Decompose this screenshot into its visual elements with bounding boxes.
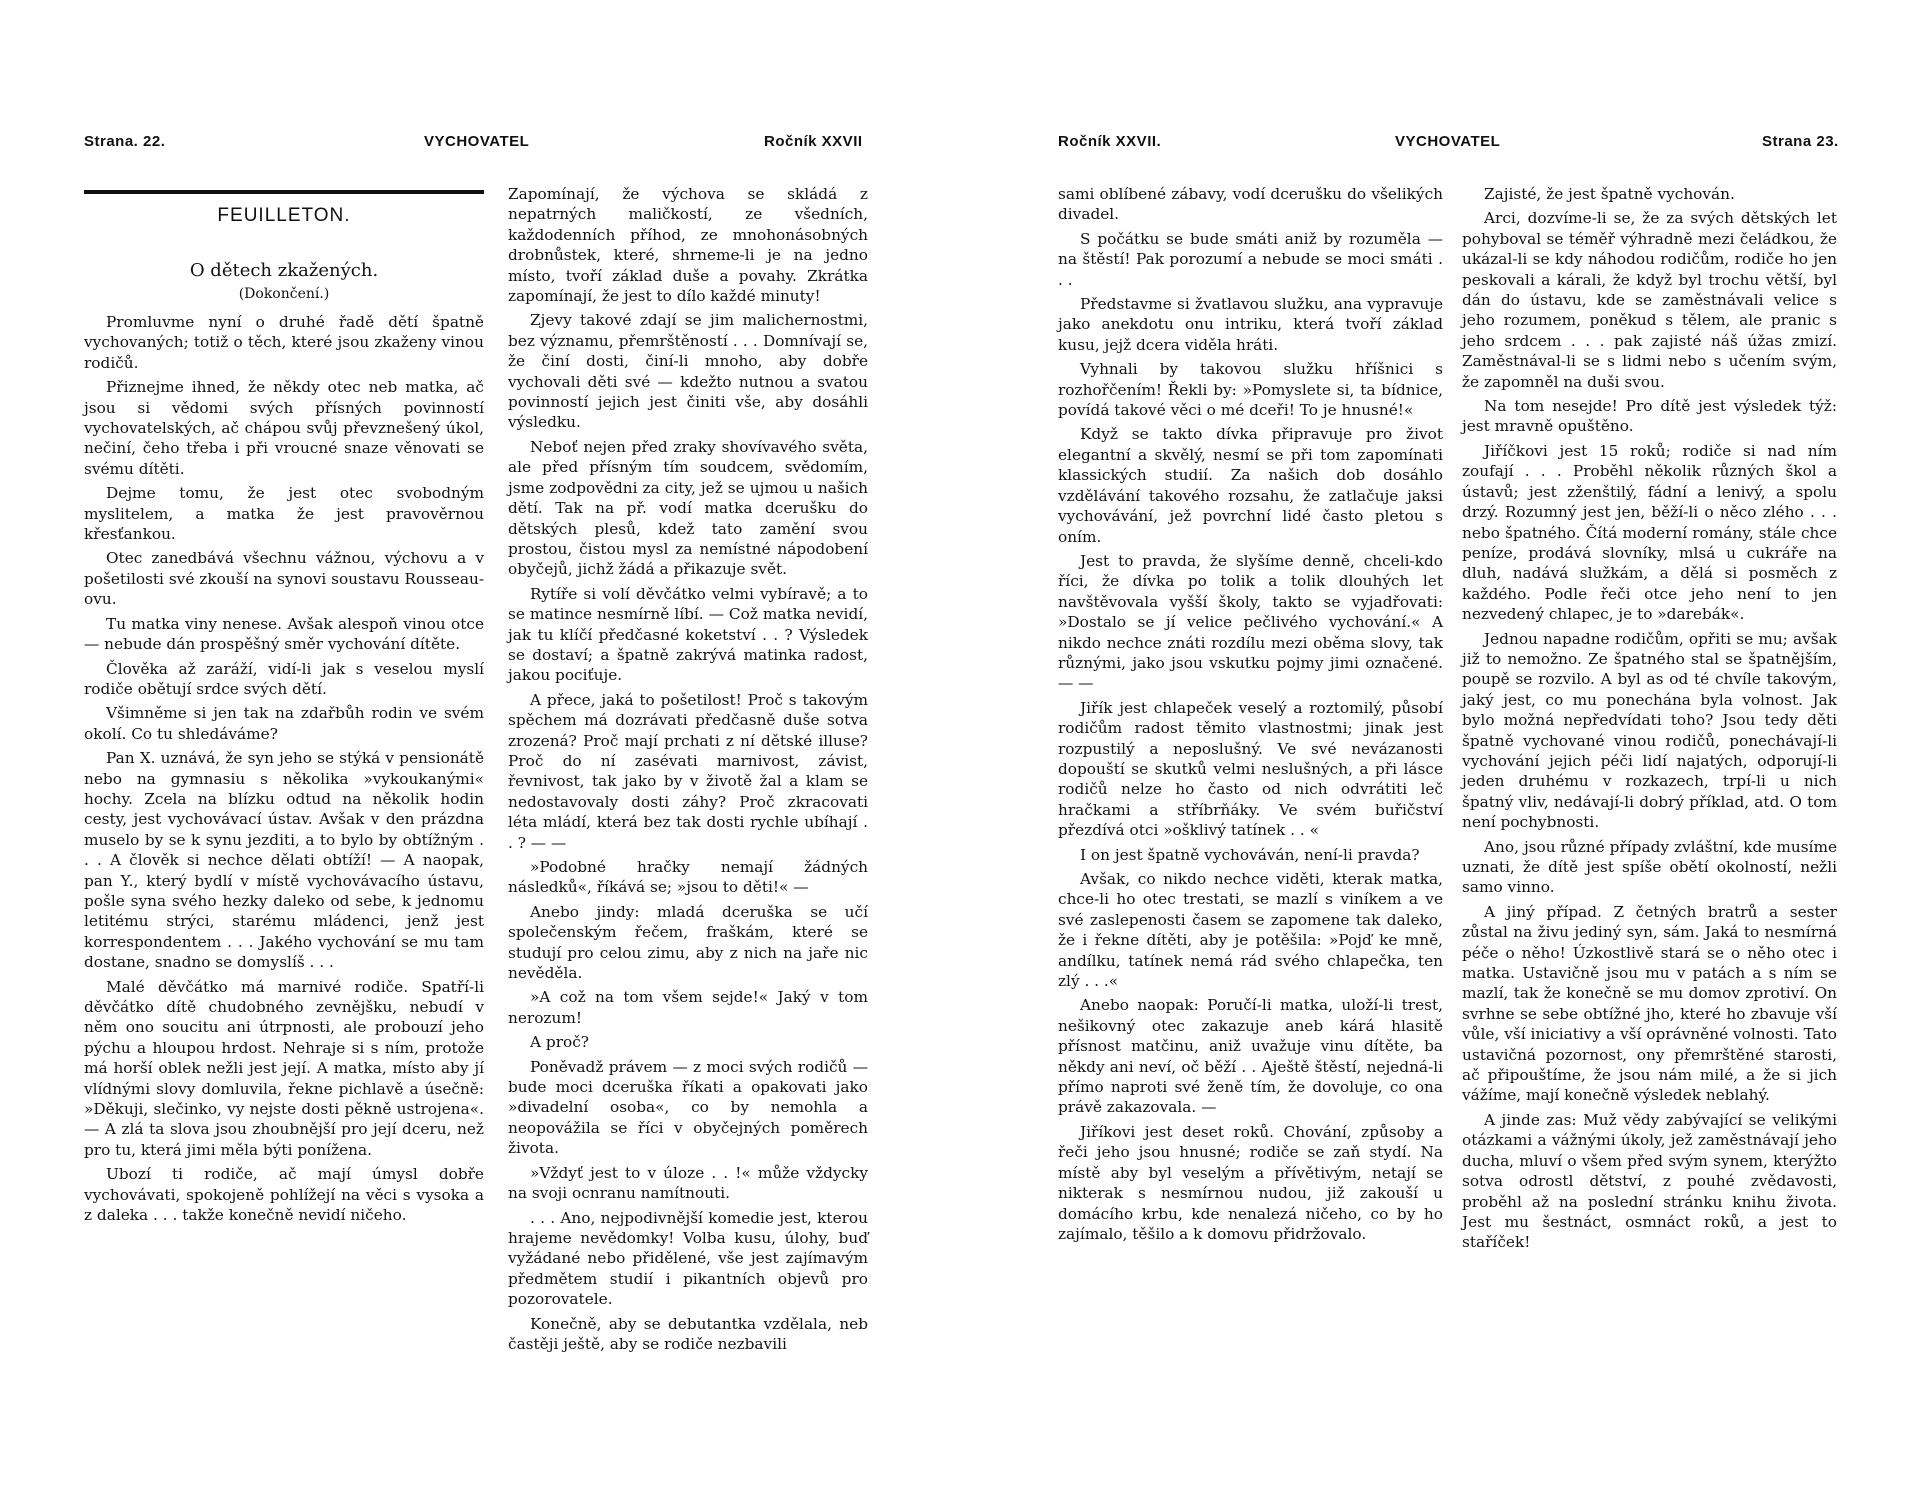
left-page-number: Strana. 22.: [84, 133, 166, 150]
paragraph: Rytíře si volí děvčátko velmi vybíravě; a to se matince nesmírně líbí. — Což matka nevidí, jak tu klíčí předčasné koketství . . ? Výsledek se dostaví; a špatně zakrývá matinka radost, jakou pociťuje.: [508, 584, 868, 685]
paragraph: Zapomínají, že výchova se skládá z nepatrných maličkostí, ze všedních, každodenních příhod, ze mnohonásobných drobnůstek, které, shrneme-li je na jedno místo, tvoří základ duše a povahy. Zkrátka zapomínají, že jest to dílo každé minuty!: [508, 185, 868, 306]
left-column-2: [508, 184, 868, 1358]
left-column-1: [84, 312, 484, 1229]
paragraph: Jest to pravda, že slyšíme denně, chceli-kdo říci, že dívka po tolik a tolik dlouhých let navštěvovala vyšší školy, takto se vyjadřovati: »Dostalo se jí velice pečlivého vychování.« A nikdo nechce znáti rozdílu mezi oběma slovy, tak různými, jako jsou vskutku pojmy jimi označené. — —: [1058, 551, 1443, 693]
paragraph: Zjevy takové zdají se jim malichernostmi, bez významu, přemrštěností . . . Domnívají se, že činí dosti, činí-li mnoho, aby dobře vychovali děti své — kdežto nutnou a svatou povinností jejich jest činiti vše, aby dosáhli výsledku.: [508, 311, 868, 432]
paragraph: Dejme tomu, že jest otec svobodným myslitelem, a matka že jest pravověrnou křesťankou.: [84, 484, 484, 544]
paragraph: A přece, jaká to pošetilost! Proč s takovým spěchem má dozrávati předčasně duše sotva zrozená? Proč mají prchati z ní dětské illuse? Proč do ní zasévati marnivost, závist, řevnivost, tak jako by v životě žal a klam se nedostavovaly dosti záhy? Proč zkracovati léta mládí, která bez tak dosti rychle ubíhají . . ? — —: [508, 690, 868, 852]
paragraph: sami oblíbené zábavy, vodí dcerušku do všelikých divadel.: [1058, 185, 1443, 224]
paragraph: . . . Ano, nejpodivnější komedie jest, kterou hrajeme nevědomky! Volba kusu, úlohy, buď vyžádané nebo přidělené, vše jest zajímavým předmětem studií i pikantních objevů pro pozorovatele.: [508, 1208, 868, 1309]
paragraph: Člověka až zaráží, vidí-li jak s veselou myslí rodiče obětují srdce svých dětí.: [84, 659, 484, 698]
paragraph: Avšak, co nikdo nechce viděti, kterak matka, chce-li ho otec trestati, se mazlí s viníkem a ve své zaslepenosti časem se zapomene tak daleko, že i řekne dítěti, aby je potěšila: »Pojď ke mně, andílku, tatínek nemá rád svého chlapečka, ten zlý . . .«: [1058, 870, 1443, 991]
right-journal-title: VYCHOVATEL: [1395, 133, 1501, 150]
paragraph: »A což na tom všem sejde!« Jaký v tom nerozum!: [508, 988, 868, 1027]
left-journal-title: VYCHOVATEL: [424, 133, 530, 150]
paragraph: S počátku se bude smáti aniž by rozuměla — na štěstí! Pak porozumí a nebude se moci smáti . . .: [1058, 229, 1443, 289]
paragraph: Arci, dozvíme-li se, že za svých dětských let pohyboval se téměř výhradně mezi čeládkou, že ukázal-li se kdy náhodou rodičům, rodiče ho jen peskovali a kárali, že když byl trochu větší, byl dán do ústavu, kde se zaměstnávali velice s jeho rozumem, poněkud s tělem, ale pranic s jeho srdcem . . . pak zajisté náš úžas zmizí. Zaměstnával-li se s lidmi nebo s učením svým, že zapomněl na duši svou.: [1462, 209, 1837, 391]
paragraph: Zajisté, že jest špatně vychován.: [1484, 185, 1735, 203]
paragraph: Otec zanedbává všechnu vážnou, výchovu a v pošetilosti své zkouší na synovi soustavu Rousseau-ovu.: [84, 549, 484, 609]
paragraph: Jednou napadne rodičům, opřiti se mu; avšak již to nemožno. Ze špatného stal se špatnějším, poupě se rozvilo. A byl as od té chvíle takovým, jaký jest, co mu ponechána byla volnost. Jak bylo možná nepředvídati toho? Jsou tedy děti špatně vychované vinou rodičů, ponechávají-li vychování jejich péči lidí najatých, odporují-li jeden druhému v rozkazech, trpí-li u nich špatný vliv, nedávají-li dobrý příklad, atd. O tom není pochybnosti.: [1462, 629, 1837, 832]
paragraph: Ano, jsou různé případy zvláštní, kde musíme uznati, že dítě jest spíše obětí okolností, nežli samo vinno.: [1462, 837, 1837, 897]
paragraph: Jiřík jest chlapeček veselý a roztomilý, působí rodičům radost těmito vlastnostmi; jinak jest rozpustilý a neposlušný. Ve své nevázanosti dopouští se skutků velmi neslušných, a při lásce rodičů nelze ho často od nich odvrátiti leč hračkami a stříbrňáky. Ve svém buřičství přezdívá otci »ošklivý tatínek . . «: [1058, 698, 1443, 840]
paragraph: A proč?: [530, 1033, 589, 1052]
paragraph: Vyhnali by takovou služku hříšnici s rozhořčením! Řekli by: »Pomyslete si, ta bídnice, povídá takové věci o mé dceři! To je hnusné!«: [1058, 360, 1443, 420]
article-title: O dětech zkažených.: [189, 260, 379, 281]
paragraph: Neboť nejen před zraky shovívavého světa, ale před přísným tím soudcem, svědomím, jsme zodpovědni za city, jež se ujmou u našich dětí. Tak na př. vodí matka dcerušku do dětských plesů, kdež tato zamění svou prostou, čistou mysl za nemístné nápodobení obyčejů, jichž žádá a přikazuje svět.: [508, 437, 868, 579]
paragraph: Všimněme si jen tak na zdařbůh rodin ve svém okolí. Co tu shledáváme?: [84, 704, 484, 743]
paragraph: »Vždyť jest to v úloze . . !« může vždycky na svoji ocnranu namítnouti.: [508, 1163, 868, 1203]
paragraph: I on jest špatně vychováván, není-li pravda?: [1080, 845, 1420, 864]
paragraph: Tu matka viny nenese. Avšak alespoň vinou otce — nebude dán prospěšný směr vychování dítěte.: [84, 614, 484, 654]
paragraph: Konečně, aby se debutantka vzdělala, neb častěji ještě, aby se rodiče nezbavili: [508, 1314, 868, 1353]
paragraph: Jiříčkovi jest 15 roků; rodiče si nad ním zoufají . . . Proběhl několik různých škol a ústavů; jest zženštilý, fádní a lenivý, a spolu drzý. Rozumný jest jen, běží-li o něco zlého . . . nebo špatného. Čítá moderní romány, stále chce peníze, prodává slovníky, mlsá u cukráře na dluh, nadává služkám, a dělá si posměch z každého. Podle řeči otce jeho není to jen nezvedený chlapec, je to »darebák«.: [1462, 441, 1837, 624]
section-title: FEUILLETON.: [217, 205, 351, 226]
paragraph: Jiříkovi jest deset roků. Chování, způsoby a řeči jeho jsou hnusné; rodiče se zaň stydí. Na místě aby byl veselým a přívětivým, netají se nikterak s nesmírnou nudou, již zakouší u domácího krbu, kde nenalezá ničeho, co by ho zajímalo, těšilo a k domovu přidržovalo.: [1058, 1122, 1443, 1243]
paragraph: Pan X. uznává, že syn jeho se stýká v pensionátě nebo na gymnasiu s několika »vykoukanými« hochy. Zcela na blízku odtud na několik hodin cesty, jest vychovávací ústav. Avšak v den prázdna muselo by se k synu jezditi, a to bylo by obtížným . . . A člověk si nechce dělati obtíží! — A naopak, pan Y., který bydlí v místě vychovávacího ústavu, pošle syna svého hezky daleko od sebe, k jednomu letitému strýci, starému mládenci, jenž jest korrespondentem . . . Jakého vychování se mu tam dostane, snadno se domyslíš . . .: [84, 749, 484, 972]
paragraph: A jiný případ. Z četných bratrů a sester zůstal na živu jediný syn, sám. Jaká to nesmírná péče o něho! Úzkostlivě stará se o něho otec i matka. Ustavičně jsou mu v patách a s ním se mazlí, tak že konečně se mu domov zprotiví. On svrhne se sebe obtížné jho, které ho zbavuje vší vůle, vší iniciativy a vší oprávněné volnosti. Tato ustavičná pozornost, ony přemrštěné starosti, ač připouštíme, že jsou nám milé, a že si jich vážíme, mají konečně výsledek neblahý.: [1462, 902, 1837, 1105]
paragraph: A jinde zas: Muž vědy zabývající se velikými otázkami a vážnými úkoly, jež zaměstnávají jeho ducha, mluví o všem před svým synem, kterýžto sotva odrostl dětství, z pouhé zvědavosti, proběhl až na poslední stránku knihu života. Jest mu šestnáct, osmnáct roků, a jest to staříček!: [1462, 1110, 1837, 1252]
paragraph: Když se takto dívka připravuje pro život elegantní a skvělý, nesmí se při tom zapomínati klassických studií. Za našich dob dosáhlo vzdělávání takového rozsahu, že zatlačuje jaksi vychovávání, jež povrchní lidé často pletou s oním.: [1058, 425, 1443, 546]
right-volume: Ročník XXVII.: [1058, 133, 1162, 150]
right-column-1: [1058, 184, 1443, 1248]
right-column-2: [1462, 184, 1837, 1257]
paragraph: Představme si žvatlavou služku, ana vypravuje jako anekdotu onu intriku, která tvoří základ kusu, jejž dcera viděla hráti.: [1058, 295, 1443, 354]
feuilleton-top-rule: [84, 190, 484, 194]
paragraph: Na tom nesejde! Pro dítě jest výsledek týž: jest mravně opuštěno.: [1462, 397, 1837, 436]
paragraph: Anebo jindy: mladá dceruška se učí společenským řečem, fraškám, které se studují pro celou zimu, aby z nich na jaře nic nevěděla.: [508, 902, 868, 983]
paragraph: »Podobné hračky nemají žádných následků«, říkává se; »jsou to děti!« —: [508, 858, 868, 897]
paragraph: Promluvme nyní o druhé řadě dětí špatně vychovaných; totiž o těch, které jsou zkaženy vinou rodičů.: [84, 313, 484, 372]
paragraph: Přiznejme ihned, že někdy otec neb matka, ač jsou si vědomi svých přísných povinností vychovatelských, ač chápou svůj převznešený úkol, nečiní, čeho třeba i při vroucné snaze věnovati se svému dítěti.: [84, 378, 484, 478]
paragraph: Poněvadž právem — z moci svých rodičů — bude moci dceruška říkati a opakovati jako »divadelní osoba«, co by nemohla a neopovážila se říci v obyčejných poměrech života.: [508, 1057, 868, 1158]
right-page-number: Strana 23.: [1762, 133, 1839, 150]
paragraph: Malé děvčátko má marnivé rodiče. Spatří-li děvčátko dítě chudobného zevnějšku, nebudí v něm ono soucitu ani útrpnosti, ale probouzí jeho pýchu a hloupou hrdost. Nehraje si s ním, protože má horší oblek nežli jest její. A matka, místo aby jí vlídnými slovy domluvila, řekne pichlavě a úsečně: »Děkuji, slečinko, vy nejste dosti pěkně ustrojena«. — A zlá ta slova jsou zhoubnější pro její dceru, než pro tu, která jimi měla býti ponížena.: [84, 977, 484, 1159]
right-page: [950, 0, 1906, 1501]
left-page: [0, 0, 950, 1501]
article-subtitle: (Dokončení.): [238, 286, 330, 302]
paragraph: Anebo naopak: Poručí-li matka, uloží-li trest, nešikovný otec zakazuje aneb kárá hlasitě přísnost matčinu, aniž uvažuje vinu dítěte, ba někdy ani neví, oč běží . . Aještě štěstí, nejedná-li přímo naproti své ženě tím, že dovoluje, co ona právě zakazovala. —: [1058, 996, 1443, 1117]
paragraph: Ubozí ti rodiče, ač mají úmysl dobře vychovávati, spokojeně pohlížejí na věci s vysoka a z daleka . . . takže konečně nevidí ničeho.: [84, 1165, 484, 1225]
left-volume: Ročník XXVII: [764, 133, 863, 150]
